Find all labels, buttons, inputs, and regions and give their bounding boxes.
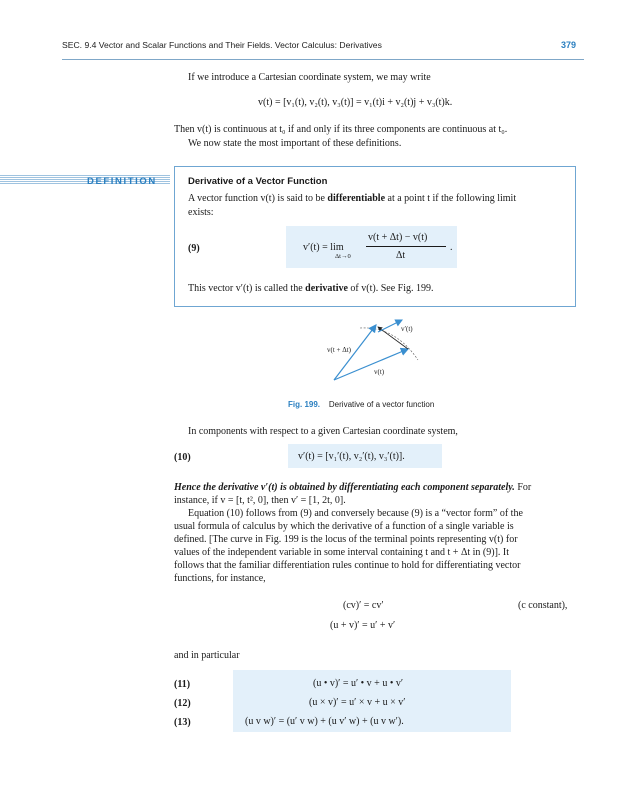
- rule-eq-1: (cv)′ = cv′: [343, 600, 384, 611]
- rule-eq-2: (u + v)′ = u′ + v′: [330, 620, 396, 631]
- definition-text-2: exists:: [188, 207, 214, 218]
- equation-9-numerator: v(t + Δt) − v(t): [368, 232, 428, 243]
- definition-title: Derivative of a Vector Function: [188, 176, 328, 187]
- equation-9-number: (9): [188, 243, 200, 254]
- equation-9-fraction-bar: [366, 246, 446, 247]
- equation-11-number: (11): [174, 679, 191, 690]
- equation-13: (u v w)′ = (u′ v w) + (u v′ w) + (u v w′).: [245, 716, 404, 727]
- equation-9-end: .: [450, 242, 453, 253]
- figure-199: [300, 318, 440, 390]
- definition-text-1: A vector function v(t) is said to be differentiable at a point t if the following limit: [188, 193, 517, 204]
- equation-9-lhs: v′(t) = lim: [303, 242, 344, 253]
- para-line-8: functions, for instance,: [174, 573, 266, 584]
- intro-equation: v(t) = [v₁(t), v₂(t), v₃(t)] = v₁(t)i + v₂(t)j + v₃(t)k.: [258, 97, 453, 108]
- para-line-5: defined. [The curve in Fig. 199 is the locus of the terminal points representing v(t) for: [174, 534, 518, 545]
- intro-line-3: We now state the most important of these definitions.: [188, 138, 402, 149]
- figure-label-vt: v(t): [374, 368, 385, 376]
- equation-13-number: (13): [174, 717, 191, 728]
- header-rule: [62, 59, 584, 60]
- running-head: SEC. 9.4 Vector and Scalar Functions and Their Fields. Vector Calculus: Derivatives: [62, 40, 382, 50]
- para-line-2: instance, if v = [t, t², 0], then v′ = [1, 2t, 0].: [174, 495, 346, 506]
- vector-v-prime: [378, 320, 402, 332]
- rule-eq-1-note: (c constant),: [518, 600, 568, 611]
- equation-9-lim-sub: Δt→0: [335, 253, 351, 260]
- intro-line-1: If we introduce a Cartesian coordinate system, we may write: [188, 72, 431, 83]
- figure-caption: Fig. 199. Derivative of a vector function: [288, 400, 435, 409]
- para-line-6: values of the independent variable in some interval containing t and t + Δt in (9)]. It: [174, 547, 510, 558]
- components-line: In components with respect to a given Cartesian coordinate system,: [188, 426, 458, 437]
- figure-label-vt-dt: v(t + Δt): [327, 346, 352, 354]
- definition-text-3: This vector v′(t) is called the derivative of v(t). See Fig. 199.: [188, 283, 434, 294]
- particular-line: and in particular: [174, 650, 240, 661]
- equation-10: v′(t) = [v₁′(t), v₂′(t), v₃′(t)].: [298, 451, 405, 462]
- para-line-4: usual formula of calculus by which the derivative of a function of a single variable is: [174, 521, 514, 532]
- definition-tag: DEFINITION: [87, 176, 157, 187]
- para-line-7: follows that the familiar differentiation rules continue to hold for differentiating vector: [174, 560, 521, 571]
- equation-12: (u × v)′ = u′ × v + u × v′: [309, 697, 406, 708]
- intro-line-2: Then v(t) is continuous at t₀ if and only if its three components are continuous at t₀.: [174, 124, 508, 135]
- equation-12-number: (12): [174, 698, 191, 709]
- para-line-1: Hence the derivative v′(t) is obtained by differentiating each component separately. For: [174, 482, 532, 493]
- equation-11: (u • v)′ = u′ • v + u • v′: [313, 678, 404, 689]
- page-number: 379: [561, 40, 577, 50]
- equation-9-denominator: Δt: [396, 250, 406, 261]
- para-line-3: Equation (10) follows from (9) and conversely because (9) is a “vector form” of the: [188, 508, 523, 519]
- figure-label-vprime: v′(t): [401, 325, 413, 333]
- equation-10-number: (10): [174, 452, 191, 463]
